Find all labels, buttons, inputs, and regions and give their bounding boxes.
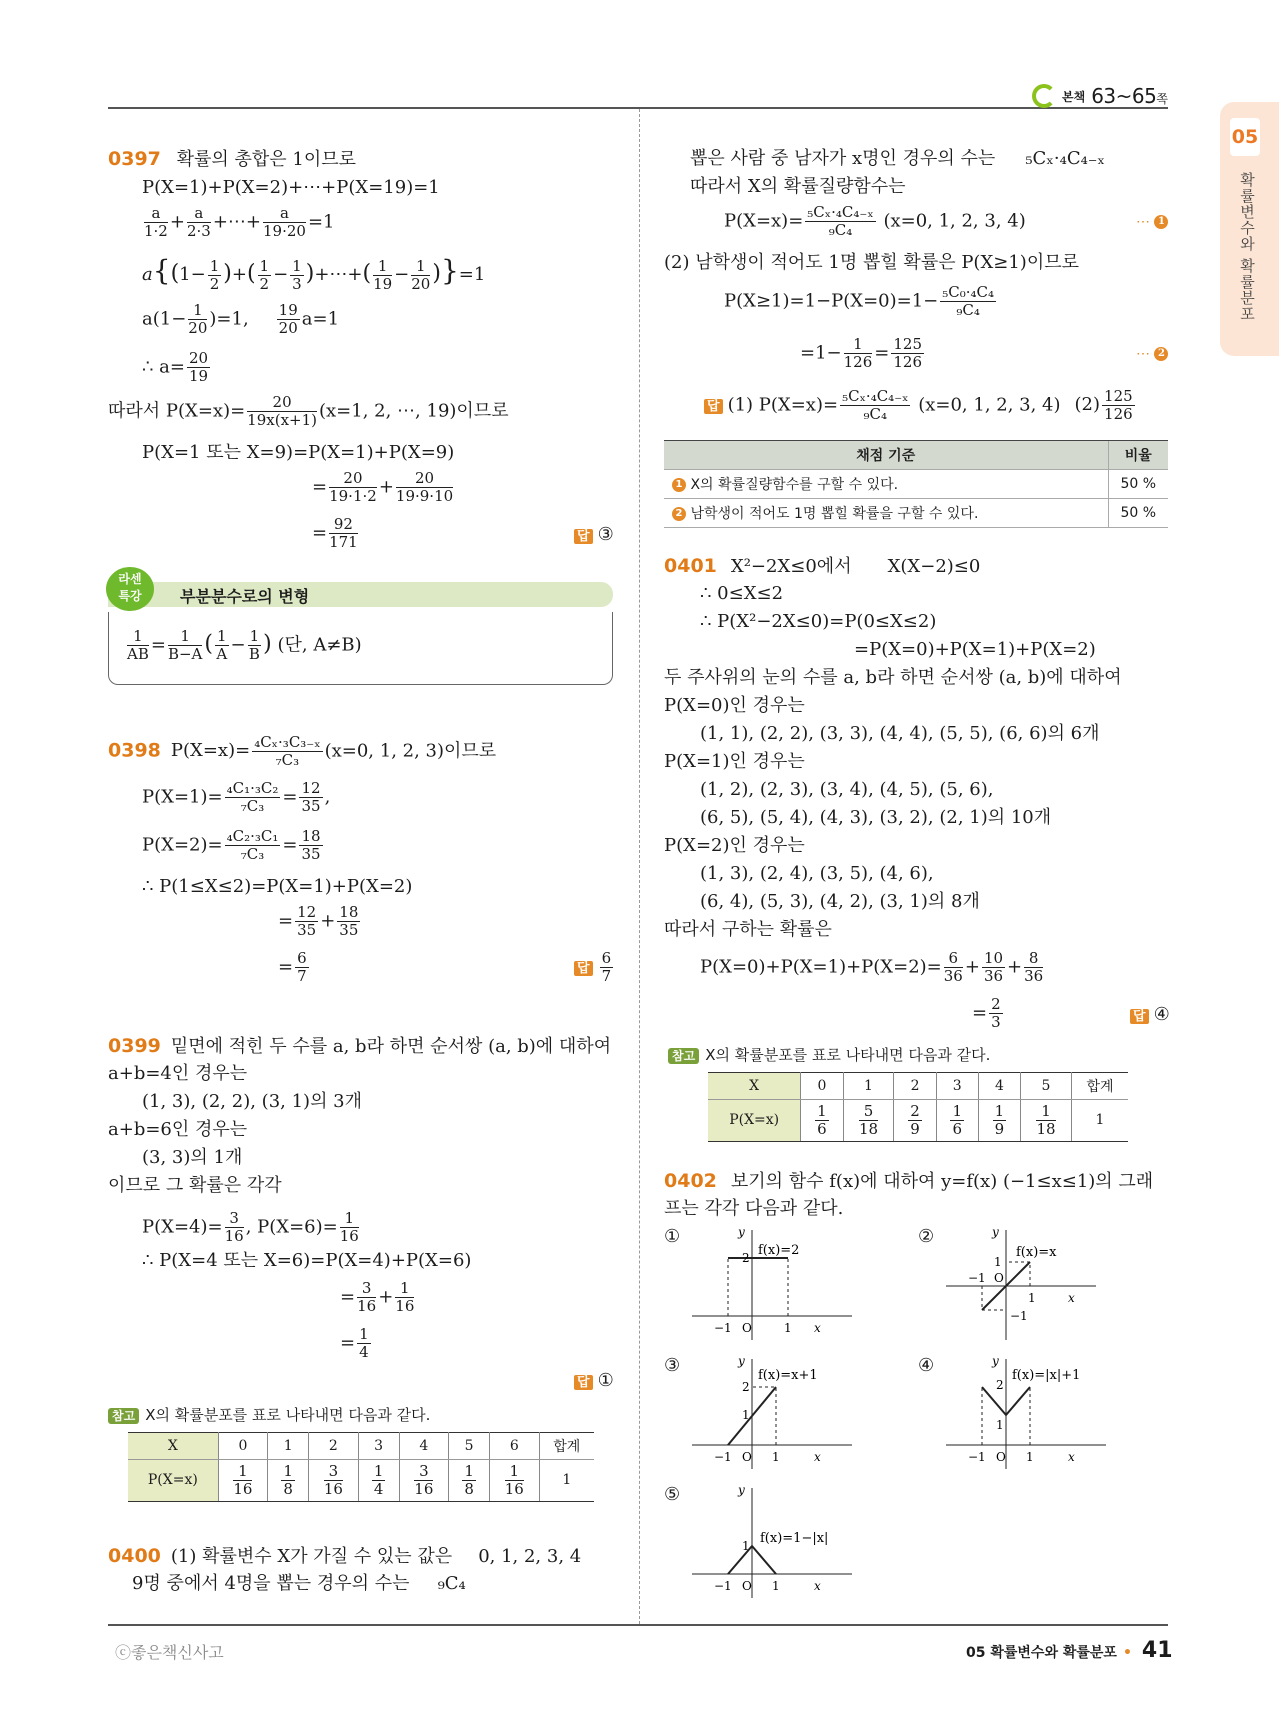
problem-0397: 0397 확률의 총합은 1이므로	[108, 148, 357, 170]
svg-text:−1: −1	[714, 1321, 732, 1335]
svg-text:x: x	[1068, 1291, 1075, 1305]
svg-text:1: 1	[1028, 1291, 1036, 1305]
svg-text:O: O	[742, 1579, 752, 1593]
lecture-title: 부분분수로의 변형	[180, 587, 310, 606]
svg-text:2: 2	[742, 1380, 750, 1394]
graph-4-label: f(x)=|x|+1	[1012, 1368, 1081, 1383]
problem-0399: 0399 밑면에 적힌 두 수를 a, b라 하면 순서쌍 (a, b)에 대하여	[108, 1035, 612, 1057]
svg-text:1: 1	[742, 1539, 750, 1553]
eq-line: $\frac{a}{1\cdot 2}$ + $\frac{a}{2\cdot 3}$ +⋯+ $\frac{a}{19\cdot 20}$ =1	[144, 204, 335, 240]
answer-0400: 답 (1) P(X=x)= $\frac{\text{₅Cₓ·₄C₄₋ₓ}}{\text{₉C₄}}$ (x=0, 1, 2, 3, 4) (2) $\frac{125}{126}$	[704, 388, 1137, 423]
lecture-badge: 라센 특강	[106, 567, 154, 611]
eq-line: = $\frac{92}{171}$	[312, 515, 358, 551]
answer-0401: 답 ④	[1130, 1004, 1170, 1027]
answer-0397: 답 ③	[574, 524, 614, 547]
graph-3-label: f(x)=x+1	[758, 1368, 818, 1383]
svg-text:O: O	[742, 1450, 752, 1464]
eq-line: = $\frac{2}{3}$	[972, 995, 1001, 1031]
eq-line: ∴ P(1≤X≤2)=P(X=1)+P(X=2)	[142, 876, 413, 897]
chapter-number: 05	[1230, 118, 1260, 156]
svg-text:−1: −1	[1010, 1309, 1028, 1323]
svg-text:1: 1	[1026, 1450, 1034, 1464]
svg-text:x: x	[814, 1321, 821, 1335]
svg-text:x: x	[814, 1450, 821, 1464]
svg-text:y: y	[738, 1228, 745, 1239]
footer-chapter: 05 확률변수와 확률분포 • 41	[966, 1638, 1173, 1663]
eq-line: P(X=1)= $\frac{\text{₄C₁·₃C₂}}{\text{₇C₃}}$ = $\frac{12}{35}$ ,	[142, 779, 331, 815]
note-1: 참고 X의 확률분포를 표로 나타내면 다음과 같다.	[108, 1404, 430, 1427]
distribution-table-1: X 0 1 2 3 4 5 6 합계 P(X=x) $\frac{1}{16}$ $\frac{1}{8}$ $\frac{3}{16}$ $\frac{1}{4}$ $\frac{3}{16}$ $\frac{1}{8}$ $\frac{1}{16}$ 1	[128, 1432, 594, 1502]
problem-0402: 0402 보기의 함수 f(x)에 대하여 y=f(x) (−1≤x≤1)의 그래	[664, 1170, 1154, 1192]
copyright: ⓒ좋은책신사고	[115, 1643, 224, 1662]
eq-line: = $\frac{6}{7}$	[278, 949, 307, 985]
eq-line: = $\frac{3}{16}$ + $\frac{1}{16}$	[340, 1279, 415, 1315]
svg-text:y: y	[738, 1486, 745, 1497]
header-rule	[108, 107, 1168, 109]
graph-5-label: f(x)=1−|x|	[760, 1531, 829, 1546]
note-2: 참고 X의 확률분포를 표로 나타내면 다음과 같다.	[668, 1044, 990, 1067]
svg-text:1: 1	[784, 1321, 792, 1335]
svg-text:x: x	[1068, 1450, 1075, 1464]
column-divider	[639, 109, 640, 1624]
eq-line: P(X=x)= $\frac{\text{₅Cₓ·₄C₄₋ₓ}}{\text{₉C₄}}$ (x=0, 1, 2, 3, 4)	[724, 203, 1026, 239]
eq-line: =1− $\frac{1}{126}$ = $\frac{125}{126}$	[800, 335, 922, 371]
svg-text:1: 1	[772, 1450, 780, 1464]
distribution-table-2: X 0 1 2 3 4 5 합계 P(X=x) $\frac{1}{6}$ $\frac{5}{18}$ $\frac{2}{9}$ $\frac{1}{6}$ $\frac{1}{9}$ $\frac{1}{18}$ 1	[708, 1072, 1128, 1142]
answer-0399: 답 ①	[574, 1370, 614, 1393]
eq-line: 따라서 P(X=x)= $\frac{20}{19x(x+1)}$ (x=1, 2, ⋯, 19)이므로	[108, 393, 509, 429]
graph-4	[946, 1357, 1126, 1472]
eq-line: = $\frac{20}{19\cdot 1\cdot 2}$ + $\frac{20}{19\cdot 9\cdot 10}$	[312, 469, 454, 505]
svg-text:1: 1	[996, 1418, 1004, 1432]
svg-text:y: y	[738, 1357, 745, 1368]
svg-text:x: x	[814, 1579, 821, 1593]
eq-line: ∴ a= $\frac{20}{19}$	[142, 349, 209, 385]
book-label: 본책	[1062, 89, 1086, 104]
eq-line: P(X=1)+P(X=2)+⋯+P(X=19)=1	[142, 177, 440, 198]
svg-text:−1: −1	[714, 1579, 732, 1593]
svg-text:O: O	[742, 1321, 752, 1335]
svg-text:O: O	[996, 1450, 1006, 1464]
chapter-title: 확률변수와 확률분포	[1238, 172, 1256, 322]
graph-1-label: f(x)=2	[758, 1243, 800, 1258]
page-range: 63~65	[1091, 84, 1157, 108]
eq-line: ∴ P(X=4 또는 X=6)=P(X=4)+P(X=6)	[142, 1250, 472, 1271]
page-reference: 본책 63~65쪽	[1032, 84, 1167, 108]
svg-text:−1: −1	[714, 1450, 732, 1464]
eq-line: P(X=0)+P(X=1)+P(X=2)= $\frac{6}{36}$ + $\frac{10}{36}$ + $\frac{8}{36}$	[700, 949, 1044, 985]
graph-3	[692, 1357, 872, 1472]
page-number: 41	[1141, 1638, 1173, 1663]
graph-5	[692, 1486, 872, 1601]
answer-0398: 답 $\frac{6}{7}$	[574, 950, 615, 985]
svg-text:1: 1	[742, 1408, 750, 1422]
svg-text:2: 2	[742, 1251, 750, 1265]
eq-line: P(X=2)= $\frac{\text{₄C₂·₃C₁}}{\text{₇C₃}}$ = $\frac{18}{35}$	[142, 827, 321, 863]
svg-text:1: 1	[772, 1579, 780, 1593]
problem-0401: 0401 X²−2X≤0에서 X(X−2)≤0	[664, 555, 981, 577]
eq-line: P(X=4)= $\frac{3}{16}$ , P(X=6)= $\frac{1}{16}$	[142, 1209, 359, 1245]
eq-line: = $\frac{1}{4}$	[340, 1325, 369, 1361]
partial-fraction-formula: $\frac{1}{AB}$ = $\frac{1}{B-A}$ ( $\frac{1}{A}$ − $\frac{1}{B}$ ) (단, A≠B)	[127, 627, 362, 663]
svg-text:2: 2	[996, 1378, 1004, 1392]
eq-line: a{(1− $\frac{1}{2}$ )+( $\frac{1}{2}$ − $\frac{1}{3}$ )+⋯+( $\frac{1}{19}$ − $\frac{1}{20}$ )}=1	[142, 254, 486, 293]
svg-text:−1: −1	[968, 1450, 986, 1464]
eq-line: a(1− $\frac{1}{20}$ )=1, $\frac{19}{20}$ a=1	[142, 301, 340, 337]
graph-2-label: f(x)=x	[1016, 1245, 1057, 1260]
svg-text:−1: −1	[968, 1271, 986, 1285]
svg-text:O: O	[994, 1271, 1004, 1285]
footer-rule	[108, 1624, 1168, 1626]
eq-line: P(X≥1)=1−P(X=0)=1− $\frac{\text{₅C₀·₄C₄}}{\text{₉C₄}}$	[724, 283, 995, 319]
svg-text:y: y	[992, 1357, 999, 1368]
problem-0398: 0398 P(X=x)= $\frac{\text{₄Cₓ·₃C₃₋ₓ}}{\text{₇C₃}}$ (x=0, 1, 2, 3)이므로	[108, 733, 497, 769]
svg-text:1: 1	[994, 1255, 1002, 1269]
graph-1	[692, 1228, 872, 1343]
refresh-arrow-icon	[1032, 84, 1056, 108]
svg-text:y: y	[992, 1228, 999, 1239]
graph-2	[946, 1228, 1126, 1343]
scoring-table: 채점 기준 비율 1 X의 확률질량함수를 구할 수 있다. 50 % 2 남학생이 적어도 1명 뽑힐 확률을 구할 수 있다. 50 %	[664, 440, 1168, 528]
problem-0400: 0400 (1) 확률변수 X가 가질 수 있는 값은 0, 1, 2, 3, 4	[108, 1545, 582, 1567]
eq-line: = $\frac{12}{35}$ + $\frac{18}{35}$	[278, 903, 359, 939]
eq-line: P(X=1 또는 X=9)=P(X=1)+P(X=9)	[142, 442, 455, 463]
